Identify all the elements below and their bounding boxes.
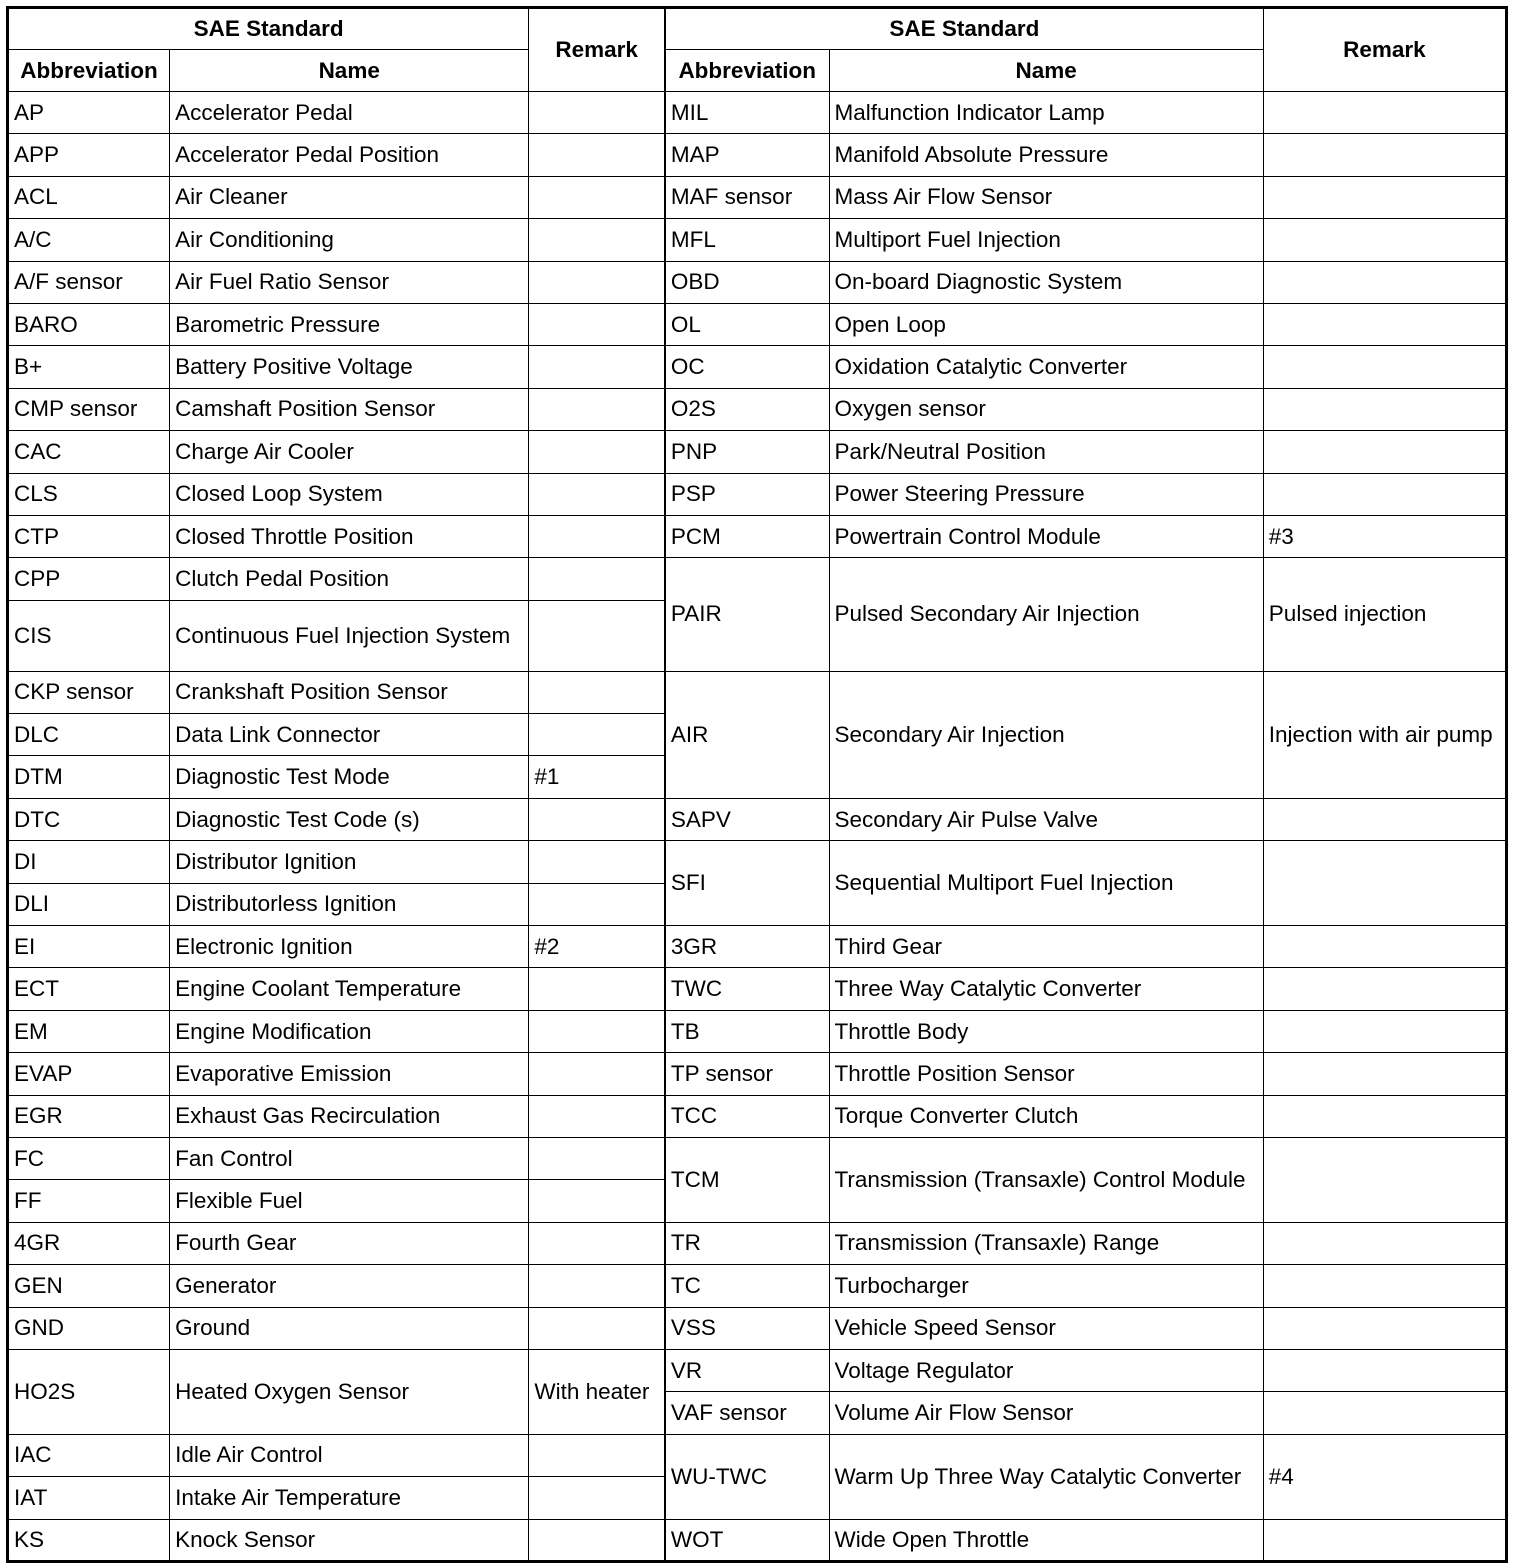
left-remark-cell (529, 515, 665, 557)
left-remark-cell (529, 1434, 665, 1476)
table-row (8, 431, 1507, 473)
right-remark-cell (1263, 431, 1506, 473)
table-row (8, 219, 1507, 261)
left-remark-cell (529, 1137, 665, 1179)
table-row (8, 968, 1507, 1010)
left-abbreviation-cell: FF (8, 1180, 170, 1222)
left-remark-cell (529, 558, 665, 600)
right-name-cell: Manifold Absolute Pressure (829, 134, 1263, 176)
left-remark-cell (529, 1477, 665, 1519)
left-remark-cell (529, 388, 665, 430)
table-body (8, 92, 1507, 1562)
left-abbreviation-cell: GND (8, 1307, 170, 1349)
left-abbreviation-cell: CTP (8, 515, 170, 557)
right-name-cell: Torque Converter Clutch (829, 1095, 1263, 1137)
left-abbreviation-cell: HO2S (8, 1349, 170, 1434)
left-remark-cell (529, 261, 665, 303)
table-row (8, 1265, 1507, 1307)
right-name-cell: Oxygen sensor (829, 388, 1263, 430)
right-name-cell: Third Gear (829, 926, 1263, 968)
table-row (8, 1434, 1507, 1476)
left-remark-cell (529, 1010, 665, 1052)
left-abbreviation-cell: A/C (8, 219, 170, 261)
left-remark-cell (529, 714, 665, 756)
table-row (8, 926, 1507, 968)
left-abbreviation-cell: EGR (8, 1095, 170, 1137)
left-name-cell: Idle Air Control (170, 1434, 529, 1476)
left-abbreviation-cell: EI (8, 926, 170, 968)
right-abbreviation-cell: PCM (665, 515, 829, 557)
left-abbreviation-cell: CKP sensor (8, 671, 170, 713)
right-name-cell: Pulsed Secondary Air Injection (829, 558, 1263, 671)
table-row (8, 671, 1507, 713)
left-abbreviation-cell: DLI (8, 883, 170, 925)
left-abbreviation-cell: EM (8, 1010, 170, 1052)
table-row (8, 841, 1507, 883)
right-remark-cell (1263, 473, 1506, 515)
left-abbreviation-cell: A/F sensor (8, 261, 170, 303)
right-remark-cell: Pulsed injection (1263, 558, 1506, 671)
right-remark-cell (1263, 219, 1506, 261)
table-row (8, 1137, 1507, 1179)
right-name-cell: Sequential Multiport Fuel Injection (829, 841, 1263, 926)
right-abbreviation-cell: OBD (665, 261, 829, 303)
right-abbreviation-cell: TCM (665, 1137, 829, 1222)
right-remark-cell (1263, 346, 1506, 388)
left-remark-cell (529, 841, 665, 883)
left-name-cell: Heated Oxygen Sensor (170, 1349, 529, 1434)
right-name-cell: Volume Air Flow Sensor (829, 1392, 1263, 1434)
right-abbreviation-cell: MIL (665, 92, 829, 134)
right-abbreviation-cell: OL (665, 303, 829, 345)
table-row (8, 92, 1507, 134)
right-abbreviation-header: Abbreviation (665, 50, 829, 92)
right-abbreviation-cell: MAP (665, 134, 829, 176)
left-abbreviation-cell: CIS (8, 600, 170, 671)
right-abbreviation-cell: MFL (665, 219, 829, 261)
left-name-cell: Fourth Gear (170, 1222, 529, 1264)
left-name-cell: Exhaust Gas Recirculation (170, 1095, 529, 1137)
left-name-cell: Camshaft Position Sensor (170, 388, 529, 430)
right-abbreviation-cell: SAPV (665, 798, 829, 840)
left-abbreviation-cell: CMP sensor (8, 388, 170, 430)
left-name-cell: Data Link Connector (170, 714, 529, 756)
right-abbreviation-cell: TC (665, 1265, 829, 1307)
table-row (8, 261, 1507, 303)
right-remark-cell (1263, 1519, 1506, 1561)
left-name-cell: Air Fuel Ratio Sensor (170, 261, 529, 303)
right-remark-cell (1263, 926, 1506, 968)
table-row (8, 558, 1507, 600)
left-remark-cell (529, 1222, 665, 1264)
left-remark-cell (529, 883, 665, 925)
left-abbreviation-cell: CPP (8, 558, 170, 600)
left-abbreviation-cell: DI (8, 841, 170, 883)
left-name-cell: Accelerator Pedal (170, 92, 529, 134)
left-abbreviation-header: Abbreviation (8, 50, 170, 92)
left-name-cell: Evaporative Emission (170, 1053, 529, 1095)
right-remark-cell (1263, 1095, 1506, 1137)
left-remark-cell (529, 346, 665, 388)
right-remark-cell (1263, 176, 1506, 218)
left-name-cell: Charge Air Cooler (170, 431, 529, 473)
left-abbreviation-cell: CLS (8, 473, 170, 515)
right-remark-cell: Injection with air pump (1263, 671, 1506, 798)
left-abbreviation-cell: DLC (8, 714, 170, 756)
left-abbreviation-cell: BARO (8, 303, 170, 345)
right-name-cell: Secondary Air Pulse Valve (829, 798, 1263, 840)
table-row (8, 1307, 1507, 1349)
left-remark-cell (529, 431, 665, 473)
left-remark-cell (529, 134, 665, 176)
right-remark-cell (1263, 303, 1506, 345)
right-abbreviation-cell: AIR (665, 671, 829, 798)
left-remark-cell (529, 798, 665, 840)
left-name-cell: Diagnostic Test Mode (170, 756, 529, 798)
right-name-cell: Park/Neutral Position (829, 431, 1263, 473)
left-name-cell: Air Conditioning (170, 219, 529, 261)
left-name-cell: Fan Control (170, 1137, 529, 1179)
left-remark-cell (529, 303, 665, 345)
right-remark-cell: #4 (1263, 1434, 1506, 1519)
left-abbreviation-cell: AP (8, 92, 170, 134)
table-row (8, 1095, 1507, 1137)
right-remark-cell (1263, 1392, 1506, 1434)
left-abbreviation-cell: IAC (8, 1434, 170, 1476)
right-remark-cell (1263, 1010, 1506, 1052)
left-name-cell: Distributorless Ignition (170, 883, 529, 925)
right-remark-cell (1263, 798, 1506, 840)
right-abbreviation-cell: 3GR (665, 926, 829, 968)
left-abbreviation-cell: DTC (8, 798, 170, 840)
left-abbreviation-cell: ECT (8, 968, 170, 1010)
left-name-cell: Accelerator Pedal Position (170, 134, 529, 176)
right-remark-cell (1263, 1053, 1506, 1095)
right-name-cell: Warm Up Three Way Catalytic Converter (829, 1434, 1263, 1519)
left-name-cell: Clutch Pedal Position (170, 558, 529, 600)
right-abbreviation-cell: VAF sensor (665, 1392, 829, 1434)
left-name-cell: Closed Throttle Position (170, 515, 529, 557)
right-abbreviation-cell: MAF sensor (665, 176, 829, 218)
right-remark-cell (1263, 1137, 1506, 1222)
left-abbreviation-cell: B+ (8, 346, 170, 388)
left-abbreviation-cell: DTM (8, 756, 170, 798)
left-name-cell: Generator (170, 1265, 529, 1307)
left-abbreviation-cell: GEN (8, 1265, 170, 1307)
right-abbreviation-cell: SFI (665, 841, 829, 926)
right-remark-cell (1263, 134, 1506, 176)
left-remark-cell (529, 600, 665, 671)
right-abbreviation-cell: PAIR (665, 558, 829, 671)
right-name-cell: Open Loop (829, 303, 1263, 345)
left-remark-cell (529, 1307, 665, 1349)
right-name-cell: Three Way Catalytic Converter (829, 968, 1263, 1010)
right-name-cell: Transmission (Transaxle) Control Module (829, 1137, 1263, 1222)
left-name-cell: Crankshaft Position Sensor (170, 671, 529, 713)
right-abbreviation-cell: WU-TWC (665, 1434, 829, 1519)
right-remark-cell (1263, 968, 1506, 1010)
left-abbreviation-cell: KS (8, 1519, 170, 1561)
left-remark-cell (529, 1053, 665, 1095)
right-abbreviation-cell: TCC (665, 1095, 829, 1137)
left-name-cell: Barometric Pressure (170, 303, 529, 345)
left-remark-cell (529, 1095, 665, 1137)
right-remark-cell: #3 (1263, 515, 1506, 557)
left-remark-cell (529, 968, 665, 1010)
right-name-cell: Throttle Body (829, 1010, 1263, 1052)
left-abbreviation-cell: CAC (8, 431, 170, 473)
left-remark-cell (529, 92, 665, 134)
sae-abbreviation-table (6, 6, 1508, 1563)
table-row (8, 1053, 1507, 1095)
right-name-cell: Throttle Position Sensor (829, 1053, 1263, 1095)
left-name-header: Name (170, 50, 529, 92)
table-row (8, 346, 1507, 388)
right-remark-cell (1263, 92, 1506, 134)
left-sae-standard-header: SAE Standard (8, 8, 529, 50)
table-row (8, 1222, 1507, 1264)
left-remark-cell: #1 (529, 756, 665, 798)
left-name-cell: Closed Loop System (170, 473, 529, 515)
right-name-cell: Vehicle Speed Sensor (829, 1307, 1263, 1349)
left-name-cell: Distributor Ignition (170, 841, 529, 883)
left-remark-cell (529, 176, 665, 218)
left-remark-cell (529, 219, 665, 261)
left-name-cell: Ground (170, 1307, 529, 1349)
left-remark-cell (529, 1180, 665, 1222)
right-name-cell: Powertrain Control Module (829, 515, 1263, 557)
right-name-header: Name (829, 50, 1263, 92)
right-abbreviation-cell: PNP (665, 431, 829, 473)
left-remark-cell (529, 1265, 665, 1307)
right-abbreviation-cell: TB (665, 1010, 829, 1052)
right-abbreviation-cell: TWC (665, 968, 829, 1010)
left-abbreviation-cell: EVAP (8, 1053, 170, 1095)
table-row (8, 134, 1507, 176)
right-name-cell: Secondary Air Injection (829, 671, 1263, 798)
right-sae-standard-header: SAE Standard (665, 8, 1263, 50)
left-abbreviation-cell: FC (8, 1137, 170, 1179)
table-row (8, 1519, 1507, 1561)
left-remark-cell (529, 671, 665, 713)
left-name-cell: Flexible Fuel (170, 1180, 529, 1222)
table-row (8, 1010, 1507, 1052)
table-row (8, 388, 1507, 430)
table-row (8, 1349, 1507, 1391)
left-name-cell: Knock Sensor (170, 1519, 529, 1561)
right-remark-cell (1263, 1307, 1506, 1349)
right-remark-cell (1263, 388, 1506, 430)
right-abbreviation-cell: PSP (665, 473, 829, 515)
right-abbreviation-cell: VSS (665, 1307, 829, 1349)
left-name-cell: Air Cleaner (170, 176, 529, 218)
right-name-cell: Power Steering Pressure (829, 473, 1263, 515)
right-abbreviation-cell: O2S (665, 388, 829, 430)
right-name-cell: Turbocharger (829, 1265, 1263, 1307)
right-name-cell: On-board Diagnostic System (829, 261, 1263, 303)
right-abbreviation-cell: TP sensor (665, 1053, 829, 1095)
right-name-cell: Malfunction Indicator Lamp (829, 92, 1263, 134)
table-row (8, 176, 1507, 218)
left-abbreviation-cell: 4GR (8, 1222, 170, 1264)
left-abbreviation-cell: APP (8, 134, 170, 176)
right-abbreviation-cell: WOT (665, 1519, 829, 1561)
right-name-cell: Voltage Regulator (829, 1349, 1263, 1391)
left-remark-cell: With heater (529, 1349, 665, 1434)
right-abbreviation-cell: VR (665, 1349, 829, 1391)
left-name-cell: Intake Air Temperature (170, 1477, 529, 1519)
right-name-cell: Mass Air Flow Sensor (829, 176, 1263, 218)
right-remark-cell (1263, 261, 1506, 303)
table-row (8, 798, 1507, 840)
left-name-cell: Diagnostic Test Code (s) (170, 798, 529, 840)
left-name-cell: Battery Positive Voltage (170, 346, 529, 388)
left-name-cell: Electronic Ignition (170, 926, 529, 968)
left-name-cell: Engine Coolant Temperature (170, 968, 529, 1010)
right-name-cell: Transmission (Transaxle) Range (829, 1222, 1263, 1264)
right-remark-cell (1263, 1265, 1506, 1307)
left-remark-cell (529, 1519, 665, 1561)
left-remark-cell: #2 (529, 926, 665, 968)
table-row (8, 473, 1507, 515)
left-abbreviation-cell: ACL (8, 176, 170, 218)
table-row (8, 303, 1507, 345)
right-name-cell: Wide Open Throttle (829, 1519, 1263, 1561)
table-row (8, 515, 1507, 557)
right-name-cell: Oxidation Catalytic Converter (829, 346, 1263, 388)
left-abbreviation-cell: IAT (8, 1477, 170, 1519)
right-remark-cell (1263, 841, 1506, 926)
left-name-cell: Engine Modification (170, 1010, 529, 1052)
right-remark-cell (1263, 1222, 1506, 1264)
right-abbreviation-cell: TR (665, 1222, 829, 1264)
right-remark-header: Remark (1263, 8, 1506, 92)
right-name-cell: Multiport Fuel Injection (829, 219, 1263, 261)
left-name-cell: Continuous Fuel Injection System (170, 600, 529, 671)
left-remark-header: Remark (529, 8, 665, 92)
left-remark-cell (529, 473, 665, 515)
right-abbreviation-cell: OC (665, 346, 829, 388)
right-remark-cell (1263, 1349, 1506, 1391)
